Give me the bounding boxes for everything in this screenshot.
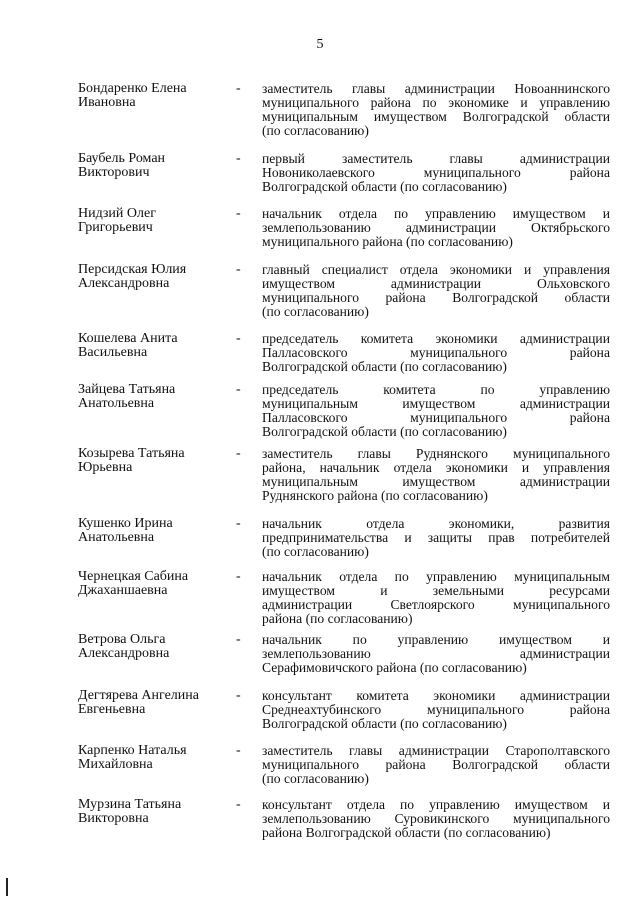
separator-dash: - <box>236 262 241 277</box>
member-name <box>78 332 228 360</box>
page-number: 5 <box>316 37 324 52</box>
name-line: Зайцева Татьяна <box>78 382 176 397</box>
separator-dash: - <box>236 151 241 166</box>
separator-dash: - <box>236 382 241 397</box>
name-line: Александровна <box>78 276 170 291</box>
position-line: района, начальник отдела экономики и управления <box>262 460 610 475</box>
name-line: Григорьевич <box>78 220 153 235</box>
position-line: имуществом администрации Ольховского <box>262 276 610 291</box>
position-line: председатель комитета по управлению <box>262 382 610 397</box>
name-line: Ветрова Ольга <box>78 632 166 647</box>
name-line: Кушенко Ирина <box>78 516 173 531</box>
member-position <box>262 207 610 249</box>
member-position <box>262 263 610 319</box>
position-line: землепользованию администрации <box>262 646 610 661</box>
name-line: Бондаренко Елена <box>78 81 187 96</box>
position-line: муниципального района Волгоградской области <box>262 290 610 305</box>
position-line: первый заместитель главы администрации <box>262 151 610 166</box>
separator-dash: - <box>236 743 241 758</box>
member-position <box>262 570 610 626</box>
position-line: муниципальным имуществом администрации <box>262 474 610 489</box>
separator-dash: - <box>236 446 241 461</box>
position-line: Волгоградской области (по согласованию) <box>262 424 507 439</box>
member-name <box>78 152 228 180</box>
separator-dash: - <box>236 569 241 584</box>
position-line: Палласовского муниципального района <box>262 345 610 360</box>
member-name <box>78 689 228 717</box>
position-line: муниципальным имуществом администрации <box>262 396 610 411</box>
position-line: (по согласованию) <box>262 544 369 559</box>
margin-mark <box>6 878 8 896</box>
position-line: землепользованию Суровикинского муниципального <box>262 811 610 826</box>
member-position <box>262 517 610 559</box>
name-line: Викторовна <box>78 811 149 826</box>
member-name <box>78 82 228 110</box>
member-position <box>262 633 610 675</box>
name-line: Анатольевна <box>78 396 155 411</box>
member-position <box>262 82 610 138</box>
name-line: Козырева Татьяна <box>78 446 185 461</box>
separator-dash: - <box>236 206 241 221</box>
position-line: администрации Светлоярского муниципального <box>262 597 610 612</box>
separator-dash: - <box>236 516 241 531</box>
member-name <box>78 383 228 411</box>
position-line: (по согласованию) <box>262 304 369 319</box>
position-line: начальник отдела по управлению имуществом и <box>262 206 610 221</box>
position-line: заместитель главы Руднянского муниципального <box>262 446 610 461</box>
name-line: Александровна <box>78 646 170 661</box>
separator-dash: - <box>236 81 241 96</box>
position-line: консультант отдела по управлению имуществом и <box>262 797 610 812</box>
position-line: района (по согласованию) <box>262 611 413 626</box>
name-line: Ивановна <box>78 95 136 110</box>
position-line: начальник по управлению имуществом и <box>262 632 610 647</box>
position-line: муниципального района (по согласованию) <box>262 234 513 249</box>
position-line: начальник отдела по управлению муниципальным <box>262 569 610 584</box>
name-line: Михайловна <box>78 757 153 772</box>
position-line: Волгоградской области (по согласованию) <box>262 179 507 194</box>
member-position <box>262 744 610 786</box>
member-name <box>78 744 228 772</box>
name-line: Кошелева Анита <box>78 331 178 346</box>
position-line: заместитель главы администрации Старополтавского <box>262 743 610 758</box>
position-line: Волгоградской области (по согласованию) <box>262 716 507 731</box>
separator-dash: - <box>236 632 241 647</box>
name-line: Баубель Роман <box>78 151 166 166</box>
position-line: (по согласованию) <box>262 123 369 138</box>
position-line: Волгоградской области (по согласованию) <box>262 359 507 374</box>
member-position <box>262 332 610 374</box>
position-line: имуществом и земельными ресурсами <box>262 583 610 598</box>
member-name <box>78 517 228 545</box>
member-name <box>78 633 228 661</box>
member-name <box>78 447 228 475</box>
position-line: муниципальным имуществом Волгоградской области <box>262 109 610 124</box>
name-line: Чернецкая Сабина <box>78 569 189 584</box>
name-line: Карпенко Наталья <box>78 743 187 758</box>
position-line: (по согласованию) <box>262 771 369 786</box>
member-name <box>78 263 228 291</box>
position-line: главный специалист отдела экономики и управления <box>262 262 610 277</box>
name-line: Васильевна <box>78 345 148 360</box>
name-line: Дегтярева Ангелина <box>78 688 199 703</box>
position-line: Новониколаевского муниципального района <box>262 165 610 180</box>
position-line: муниципального района Волгоградской области <box>262 757 610 772</box>
separator-dash: - <box>236 688 241 703</box>
position-line: председатель комитета экономики администрации <box>262 331 610 346</box>
member-name <box>78 798 228 826</box>
member-position <box>262 689 610 731</box>
name-line: Анатольевна <box>78 530 155 545</box>
separator-dash: - <box>236 797 241 812</box>
name-line: Персидская Юлия <box>78 262 187 277</box>
separator-dash: - <box>236 331 241 346</box>
member-name <box>78 207 228 235</box>
position-line: предпринимательства и защиты прав потребителей <box>262 530 610 545</box>
member-position <box>262 152 610 194</box>
member-position <box>262 447 610 503</box>
position-line: Среднеахтубинского муниципального района <box>262 702 610 717</box>
position-line: Руднянского района (по согласованию) <box>262 488 488 503</box>
position-line: Серафимовичского района (по согласованию) <box>262 660 527 675</box>
position-line: заместитель главы администрации Новоаннинского <box>262 81 610 96</box>
position-line: консультант комитета экономики администрации <box>262 688 610 703</box>
position-line: муниципального района по экономике и управлению <box>262 95 610 110</box>
name-line: Евгеньевна <box>78 702 146 717</box>
position-line: района Волгоградской области (по согласованию) <box>262 825 551 840</box>
name-line: Джаханшаевна <box>78 583 168 598</box>
name-line: Викторович <box>78 165 150 180</box>
name-line: Юрьевна <box>78 460 133 475</box>
member-name <box>78 570 228 598</box>
name-line: Мурзина Татьяна <box>78 797 182 812</box>
position-line: начальник отдела экономики, развития <box>262 516 610 531</box>
member-position <box>262 383 610 439</box>
position-line: Палласовского муниципального района <box>262 410 610 425</box>
member-position <box>262 798 610 840</box>
name-line: Нидзий Олег <box>78 206 156 221</box>
position-line: землепользованию администрации Октябрьского <box>262 220 610 235</box>
